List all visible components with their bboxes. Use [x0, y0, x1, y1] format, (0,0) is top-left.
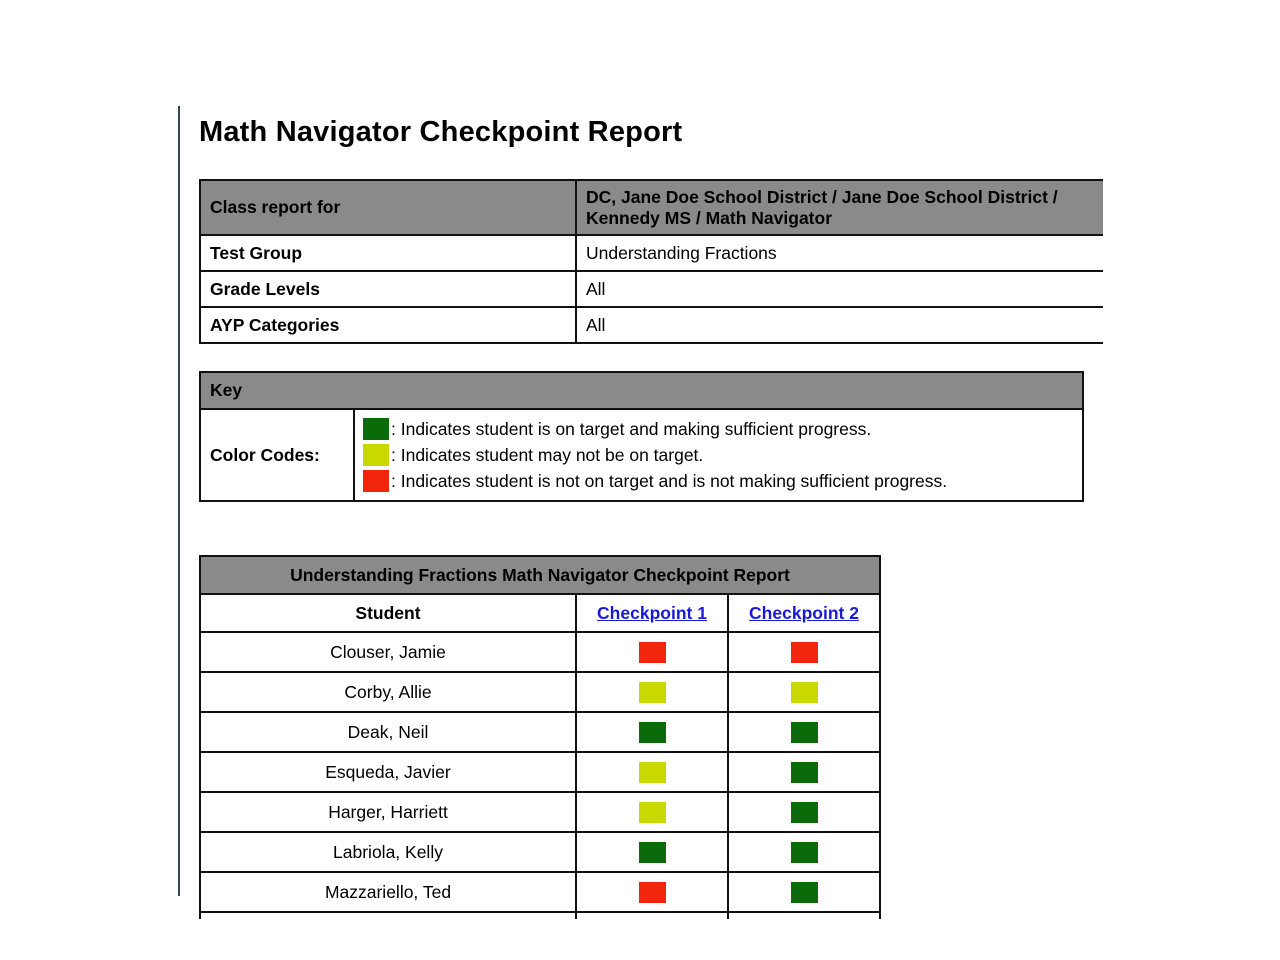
green-code-text: : Indicates student is on target and making sufficient progress. — [391, 418, 872, 439]
class-info-table — [199, 179, 1103, 344]
color-code-yellow — [363, 442, 1074, 468]
status-green-marker — [639, 842, 666, 863]
class-info-row — [200, 307, 1103, 343]
page-edge-divider — [178, 106, 180, 896]
color-codes-list — [354, 409, 1083, 501]
status-green-marker — [791, 802, 818, 823]
color-codes-label: Color Codes: — [200, 409, 354, 501]
class-report-label: Class report for — [200, 180, 576, 235]
report-title: Math Navigator Checkpoint Report — [199, 116, 683, 148]
table-row — [200, 792, 880, 832]
checkpoint-1-cell — [576, 792, 728, 832]
student-name: Mazzariello, Ted — [200, 872, 576, 912]
status-green-marker — [791, 882, 818, 903]
grade-levels-value: All — [576, 271, 1103, 307]
class-info-row — [200, 235, 1103, 271]
status-red-marker — [639, 882, 666, 903]
class-report-value: DC, Jane Doe School District / Jane Doe School District / Kennedy MS / Math Navigator — [576, 180, 1103, 235]
student-name: Corby, Allie — [200, 672, 576, 712]
student-name: Labriola, Kelly — [200, 832, 576, 872]
table-row — [200, 632, 880, 672]
key-heading: Key — [200, 372, 1083, 409]
red-code-text: : Indicates student is not on target and is not making sufficient progress. — [391, 470, 948, 491]
test-group-value: Understanding Fractions — [576, 235, 1103, 271]
test-group-label: Test Group — [200, 235, 576, 271]
table-row — [200, 872, 880, 912]
color-code-red — [363, 468, 1074, 494]
yellow-swatch — [363, 444, 389, 466]
student-name: Harger, Harriett — [200, 792, 576, 832]
status-green-marker — [639, 722, 666, 743]
status-red-marker — [791, 642, 818, 663]
partial-cell — [200, 912, 576, 919]
status-red-marker — [639, 642, 666, 663]
checkpoint-1-link[interactable]: Checkpoint 1 — [597, 602, 707, 623]
checkpoint-2-cell — [728, 792, 880, 832]
class-info-header-row — [200, 180, 1103, 235]
student-name: Deak, Neil — [200, 712, 576, 752]
green-swatch — [363, 418, 389, 440]
status-yellow-marker — [791, 682, 818, 703]
table-row — [200, 832, 880, 872]
checkpoint-2-cell — [728, 672, 880, 712]
checkpoint-table — [199, 555, 881, 919]
checkpoint-2-link[interactable]: Checkpoint 2 — [749, 602, 859, 623]
grade-levels-label: Grade Levels — [200, 271, 576, 307]
checkpoint-2-cell — [728, 712, 880, 752]
student-column-header: Student — [200, 594, 576, 632]
ayp-categories-value: All — [576, 307, 1103, 343]
partial-cell — [728, 912, 880, 919]
table-row — [200, 672, 880, 712]
checkpoint-1-cell — [576, 752, 728, 792]
checkpoint-2-cell — [728, 832, 880, 872]
status-yellow-marker — [639, 682, 666, 703]
checkpoint-1-cell — [576, 832, 728, 872]
yellow-code-text: : Indicates student may not be on target. — [391, 444, 704, 465]
checkpoint-2-cell — [728, 752, 880, 792]
ayp-categories-label: AYP Categories — [200, 307, 576, 343]
color-key-table — [199, 371, 1084, 502]
table-row — [200, 752, 880, 792]
checkpoint-2-cell — [728, 632, 880, 672]
status-yellow-marker — [639, 802, 666, 823]
status-green-marker — [791, 762, 818, 783]
status-yellow-marker — [639, 762, 666, 783]
checkpoint-1-column-header — [576, 594, 728, 632]
student-name: Clouser, Jamie — [200, 632, 576, 672]
status-green-marker — [791, 842, 818, 863]
red-swatch — [363, 470, 389, 492]
table-row — [200, 712, 880, 752]
checkpoint-1-cell — [576, 712, 728, 752]
status-green-marker — [791, 722, 818, 743]
class-info-row — [200, 271, 1103, 307]
checkpoint-2-column-header — [728, 594, 880, 632]
checkpoint-1-cell — [576, 672, 728, 712]
color-code-green — [363, 416, 1074, 442]
checkpoint-2-cell — [728, 872, 880, 912]
checkpoint-1-cell — [576, 872, 728, 912]
partial-cell — [576, 912, 728, 919]
table-row-partial — [200, 912, 880, 919]
checkpoint-table-body — [200, 632, 880, 919]
checkpoint-1-cell — [576, 632, 728, 672]
checkpoint-table-caption: Understanding Fractions Math Navigator Checkpoint Report — [200, 556, 880, 594]
student-name: Esqueda, Javier — [200, 752, 576, 792]
